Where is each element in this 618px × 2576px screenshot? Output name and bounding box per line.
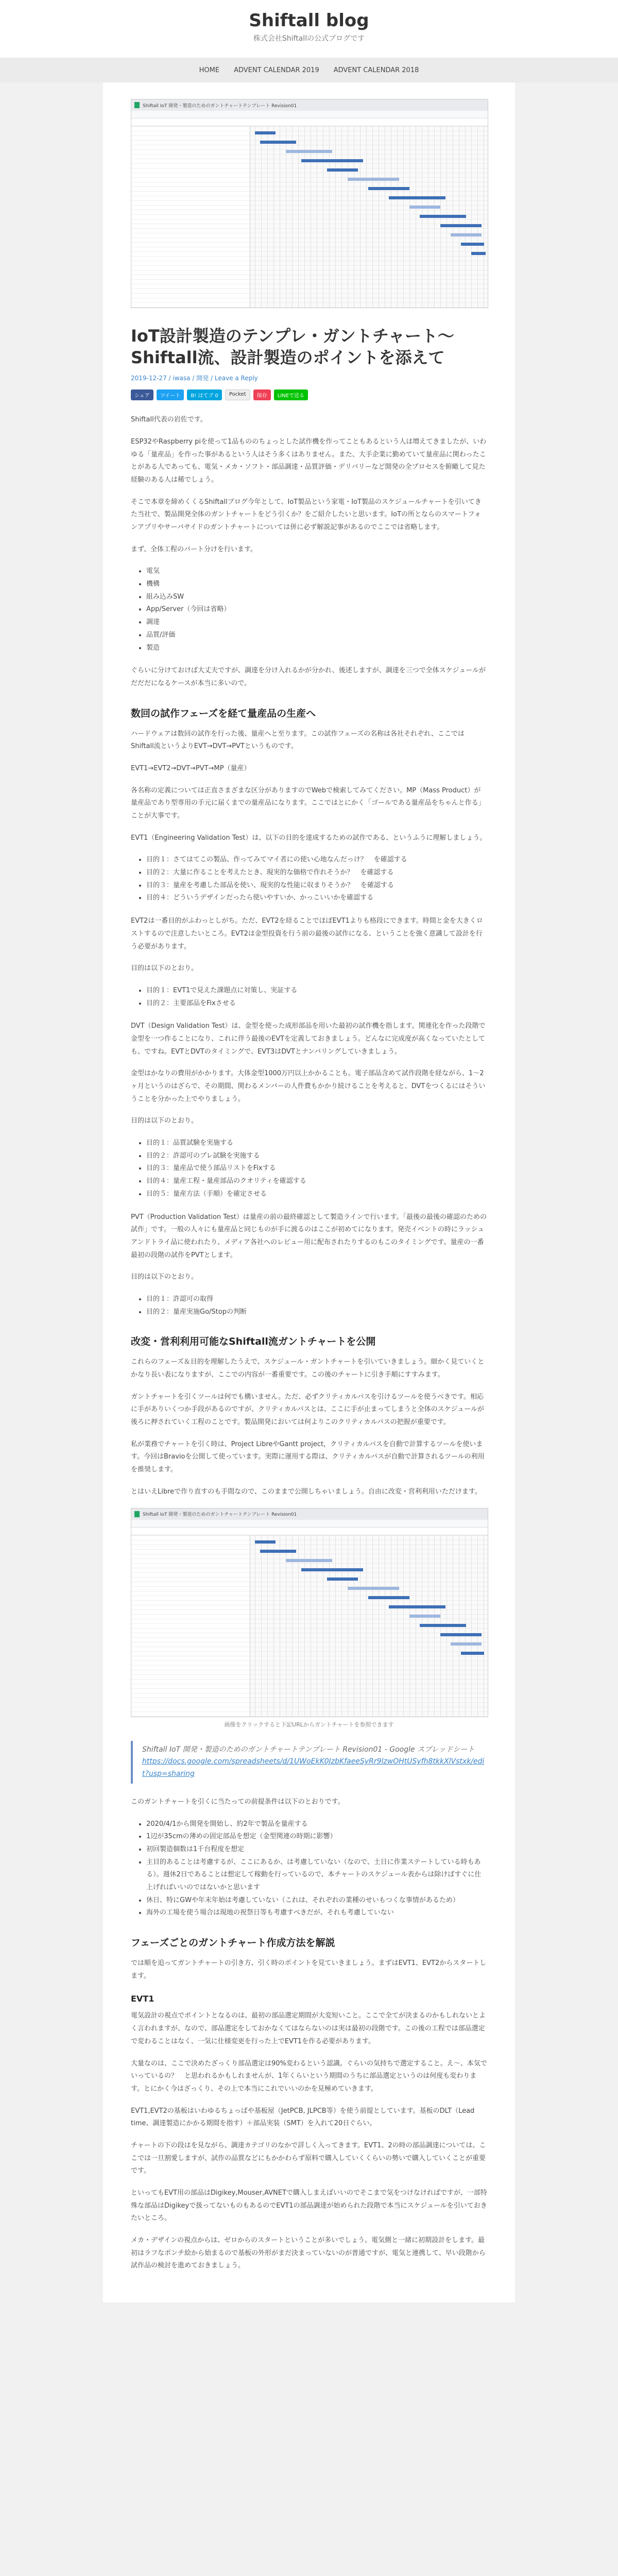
pvt-goals [131,1293,487,1318]
body-paragraph: 目的は以下のとおり。 [131,1117,198,1125]
gantt-bar [301,1568,363,1571]
dvt-goals [131,1137,487,1200]
list-item: • 機構 [146,578,487,591]
list-item: • 初回製造個数は1千台程度を想定 [146,1843,487,1856]
list-item: • 主目的あることは考慮するが、ここにあるか、は考慮していない（なので、土日に作業ステートしている時もある）。週休2日であることは想定して稼動を行っているので、本チャートのスケジュール表からは除けばすぐに仕上げればいいのではないかと思います [146,1856,487,1894]
gantt-bar [461,243,484,246]
spreadsheet-quote [131,1741,487,1784]
body-paragraph: 大量なのは、ここで決めたざっくり部品選定は90%変わるという認識。ぐらいの気持ちで選定すること。え〜、本気でいっているの？ と思われるかもしれませんが、1年くらいという期間のうちに部品選定というのは何度も変わります。とにかく今はざっくり、その上で本当にこれでいいのかを見極めていきます。 [131,2059,487,2093]
list-item: • 目的３：量産品で使う部品リストをFixする [146,1162,487,1175]
intro-paragraph: Shiftall代表の岩佐です。 [131,416,207,424]
gantt-bar [368,187,409,190]
gantt-bar [348,178,399,181]
pocket-share-button[interactable]: Pocket [225,389,250,400]
subsection-heading: EVT1 [131,1994,154,2004]
intro-paragraph: まず、全体工程のパート分けを行います。 [131,545,257,553]
list-item: • 目的５：量産方法（手順）を確定させる [146,1188,487,1201]
list-item: • 目的１：EVT1で見えた課題点に対策し、実証する [146,985,487,997]
intro-paragraph: ESP32やRaspberry piを使って1品もののちょっとした試作機を作ってこともあるという人は増えてきましたが、いわゆる「量産品」を作った事があるという人はそう多くはありません。また、大手企業に勤めていて量産品に関わったことがある人であっても、電気・メカ・ソフト・部品調達・品質評価・デリバリーなど開発の全プロセスを俯瞰して見た経験のある人は稀でしょう。 [131,437,487,484]
body-paragraph: 各名称の定義については正直さまざまな区分がありますのでWebで検索してみてください。MP（Mass Product）が量産品であり型専用の手元に届くまでの量産品になります。ここではとにかく「ゴールである量産品をちゃんと作る」ことが大事です。 [131,786,485,820]
body-paragraph: メカ・デザインの視点からは、ゼロからのスタートということが多いでしょう。電気側と一緒に初期設計をします。最初はラフなポンチ絵から始まるので基板の外形がまだ決まっていないのが普通ですが、電気と連携して、早い段階から試作品の検討を進めておきましょう。 [131,2236,486,2270]
body-paragraph: PVT（Production Validation Test）は量産の前の最終確認として製造ラインで行います。「最後の最後の確認のための試作」です。一般の人々にも量産品と同じものが手に渡るのはここが初めてになります。発売イベントの時にラッシュアンドトライ品に使われたり、メディア各社へのレビュー用に配布されたりするのもこのタイミングです。量産の一番最初の段階の試作をPVTとします。 [131,1213,487,1259]
assumptions-list [131,1818,487,1920]
body-paragraph: 金型はかなりの費用がかかります。大体金型1000万円以上かかることも。電子部品含めて試作段階を経ながら、1〜2ヶ月というのはざらで、その期間、関わるメンバーの人件費もかかり続けることを考えると、DVTをつくるにはそういうことを分かった上でやりましょう。 [131,1070,486,1103]
section-heading: 数回の試作フェーズを経て量産品の生産へ [131,707,316,719]
gantt-bar [409,1615,440,1618]
sheet-title: Shiftall IoT 開発・製造のためのガントチャートテンプレート Revision01 [143,1512,297,1517]
parts-list [131,565,487,654]
list-item: • 目的２：許認可のプレ試験を実施する [146,1150,487,1163]
gantt-bar [255,1540,276,1544]
gantt-bar [260,141,296,144]
sheet-menubar [131,111,488,118]
gantt-bar [451,1642,482,1646]
spreadsheet-link[interactable]: https://docs.google.com/spreadsheets/d/1UWoEkK0JzbKfaeeSyRr9lzwOHtUSyfh8tkkXlVstxk/edit?usp=sharing [142,1757,485,1778]
list-item: • 品質/評価 [146,629,487,642]
sheets-icon [134,102,140,108]
gantt-bar [327,168,358,172]
evt1-goals [131,854,487,905]
list-item: • 組み込みSW [146,591,487,604]
nav-item-advent-2019[interactable]: ADVENT CALENDAR 2019 [234,66,319,74]
gantt-bar [440,224,482,227]
body-paragraph: では順を追ってガントチャートの引き方、引く時のポイントを見ていきましょう。まずはEVT1、EVT2からスタートします。 [131,1959,487,1980]
site-description: 株式会社Shiftallの公式ブログです [253,35,365,43]
gantt-bar [348,1587,399,1590]
gantt-bar [255,131,276,134]
list-item: • 目的２：主要部品をFixさせる [146,997,487,1010]
list-item: • 製造 [146,642,487,655]
list-item: • 休日、特にGWや年末年始は考慮していない（これは、それぞれの業種のせいもつくな事情があるため） [146,1894,487,1907]
list-item: • 目的４：どういうデザインだったら使いやすいか、かっこいいかを確認する [146,892,487,905]
body-paragraph: とはいえLibreで作り直すのも手間なので、このままで公開しちゃいましょう。自由に改変・営利利用いただけます。 [131,1487,482,1496]
gantt-bar [440,1633,482,1636]
gantt-bar [389,196,445,199]
gantt-bar [389,1605,445,1608]
body-paragraph: EVT1,EVT2の基板はいわゆるちょっぱや基板屋（JetPCB, JLPCB等）を使う前提としています。基板のDLT（Lead time、調達製造にかかる期間を指す）＋部品実装（SMT）を入れて20日ぐらい。 [131,2107,475,2128]
body-paragraph: 私が業務でチャートを引く時は、Project LibreやGantt project，クリティカルパスを自動で計算するツールを使います。今回はBravioを公開して使っています。実際に運用する際は、クリティカルパスが自動で計算されるツールの利用を推奨します。 [131,1440,485,1474]
intro-paragraph: そこで本章を締めくくるShiftallブログ今年として、IoT製品という家電・IoT製品のスケジュールチャートを引いてきた当社で、製品開発全体のガントチャートをどう引くか？をご紹介したいと思います。IoTの所とならのスマートフォンアプリやサーバサイドのガントチャートについては併に必ず解説記事があるのでここでは省略します。 [131,498,482,531]
image-caption: 画像をクリックすると下記URLからガントチャートを参照できます [224,1721,394,1728]
section-heading: フェーズごとのガントチャート作成方法を解説 [131,1937,335,1949]
gantt-bar [471,252,486,255]
gantt-bar [461,1652,484,1655]
facebook-share-button[interactable]: シェア [131,389,153,400]
gantt-bar [327,1578,358,1581]
body-paragraph: EVT2は一番目的がふわっとしがち。ただ、EVT2を経ることでほぼEVT1よりも格段にできます。時間と金を大きくロストするので注意したいところ。EVT2は金型投資を行う前の最後の試作になる、ということを強く意識して設計を行う必要があります。 [131,917,483,951]
gantt-screenshot-top[interactable] [131,99,488,308]
body-paragraph: といってもEVT用の部品はDigikey,Mouser,AVNETで購入しまえばいいのでそこまで気をつけなければですが、一部特殊な部品はDigikeyで扱ってないものもあるのでEVT1の部品調達が始められた段階で本当にスケジュールを引いておきたいところ。 [131,2189,487,2223]
body-paragraph: ぐらいに分けておけば大丈夫ですが、調達を分け入れるかが分かれ、後述しますが、調達を三つで全体スケジュールがだだだになるケースが本当に多いので。 [131,667,486,687]
gantt-bar [420,215,466,218]
list-item: • 目的１：許認可の取得 [146,1293,487,1306]
sheet-toolbar [131,118,488,126]
list-item: • 目的２：大量に作ることを考えたとき、現実的な価格で作れそうか？ を確認する [146,867,487,879]
body-paragraph: EVT1（Engineering Validation Test）は、以下の目的を達成するための試作である、というふうに理解しましょう。 [131,834,487,842]
list-item: • 目的１：品質試験を実施する [146,1137,487,1150]
list-item: • 目的４：量産工程・量産部品のクオリティを確認する [146,1175,487,1188]
body-paragraph: ガントチャートを引くツールは何でも構いません。ただ、必ずクリティカルパスを引けるツールを使うべきです。相応に手がありいくつか手段があるのですが、クリティカルパスとは、ここに手が止まってしまうと全体のスケジュールが後ろに押されていく工程のことです。製品開発においては何よりこのクリティカルパスの把握が重要です。 [131,1393,485,1427]
share-buttons [131,389,487,400]
sheets-icon [134,1511,140,1517]
phases-line: EVT1→EVT2→DVT→PVT→MP（量産） [131,764,251,772]
twitter-share-button[interactable]: ツイート [157,389,184,400]
gantt-bar [286,150,332,153]
sheet-titlebar [131,99,488,111]
list-item: • 調達 [146,616,487,629]
gantt-bar [368,1596,409,1599]
list-item: • App/Server（今回は省略） [146,603,487,616]
gantt-bar [286,1559,332,1562]
nav-item-advent-2018[interactable]: ADVENT CALENDAR 2018 [333,66,419,74]
gantt-screenshot-link[interactable] [131,1508,488,1717]
body-paragraph: 電気設計の視点でポイントとなるのは、最初の部品選定期間が大変短いこと。ここで全てが決まるのかもしれないとよく言われますが、なので、部品選定をしておかなくてはならないのは実は最初の段階です。この後の工程では部品選定で変わることはなく、一気に仕様変更を行った上でEVT1を作る必要があります。 [131,2012,486,2045]
post-title: IoT設計製造のテンプレ・ガントチャート〜Shiftall流、設計製造のポイントを添えて [131,326,454,367]
site-title[interactable]: Shiftall blog [249,10,369,31]
gantt-task-column [131,1535,250,1717]
body-paragraph: チャートの下の段はを見ながら、調達カテゴリのなかで詳しく入ってきます。EVT1、2の時の部品調達については、ここでは一旦割愛しますが、試作の品質などにもかかわらず原料で購入していくくらいの勢いで購入していくことが重要です。 [131,2141,486,2175]
gantt-bar [260,1550,296,1553]
post-meta[interactable]: 2019-12-27 / iwasa / 開発 / Leave a Reply [131,375,258,382]
body-paragraph: 目的は以下のとおり。 [131,1273,198,1281]
nav-item-home[interactable]: HOME [199,66,220,74]
evt2-goals [131,985,487,1010]
body-paragraph: このガントチャートを引くに当たっての前提条件は以下のとおりです。 [131,1798,345,1806]
body-paragraph: 目的は以下のとおり。 [131,964,198,973]
sheet-titlebar [131,1509,488,1520]
list-item: • 1辺が35cmの薄めの固定部品を想定（金型関連の時期に影響） [146,1831,487,1843]
list-item: • 目的３：量産を考慮した部品を使い、現実的な性能に収まりそうか？ を確認する [146,879,487,892]
quote-text: Shiftall IoT 開発・製造のためのガントチャートテンプレート Revision01 - Google スプレッドシート [142,1745,475,1754]
gantt-bar [451,233,482,236]
sheet-title: Shiftall IoT 開発・製造のためのガントチャートテンプレート Revision01 [143,103,297,109]
gantt-bar [301,159,363,162]
article [103,82,515,2302]
body-paragraph: これらのフェーズ＆目的を理解したうえで、スケジュール・ガントチャートを引いていきましょう。細かく見ていくとかなり長い表になりますが、ここでの内容が一番重要です。この後のチャートに引き手順にすすみます。 [131,1358,485,1379]
body-paragraph: DVT（Design Validation Test）は、金型を使った成形部品を用いた最初の試作機を指します。関連化を作った段階で金型を一つ作ることになり、これに伴う最後のEVTを定義しておきましょう。どんなに完成度が高くなっていたとしても、ですね。EVTとDVTのタイミングで、EVT3はDVTとナンバリングしていきましょう。 [131,1022,486,1056]
gantt-task-column [131,126,250,308]
list-item: • 目的１：さてはてこの製品、作ってみてマイ者にの使い心地なんだっけ？ を確認する [146,854,487,867]
body-paragraph: ハードウェアは数回の試作を行った後、量産へと至ります。この試作フェーズの名称は各社それぞれ、ここではShiftall流というよりEVT→DVT→PVTというものです。 [131,730,465,751]
list-item: • 目的２：量産実施Go/Stopの判断 [146,1306,487,1319]
list-item: • 海外の工場を使う場合は現地の祝祭日等も考慮すべきだが、それも考慮していない [146,1907,487,1920]
list-item: • 2020/4/1から開発を開始し、約2年で製品を量産する [146,1818,487,1831]
sheet-toolbar [131,1528,488,1535]
section-heading: 改変・営利利用可能なShiftall流ガントチャートを公開 [131,1336,376,1348]
gantt-bar [409,206,440,209]
pinterest-share-button[interactable]: 保存 [253,389,271,400]
list-item: • 電気 [146,565,487,578]
sheet-menubar [131,1520,488,1528]
site-header [0,0,618,58]
line-share-button[interactable]: LINEで送る [274,389,308,400]
hatena-share-button[interactable]: B! はてブ 0 [187,389,222,400]
main-nav [0,58,618,82]
gantt-bar [420,1624,466,1627]
